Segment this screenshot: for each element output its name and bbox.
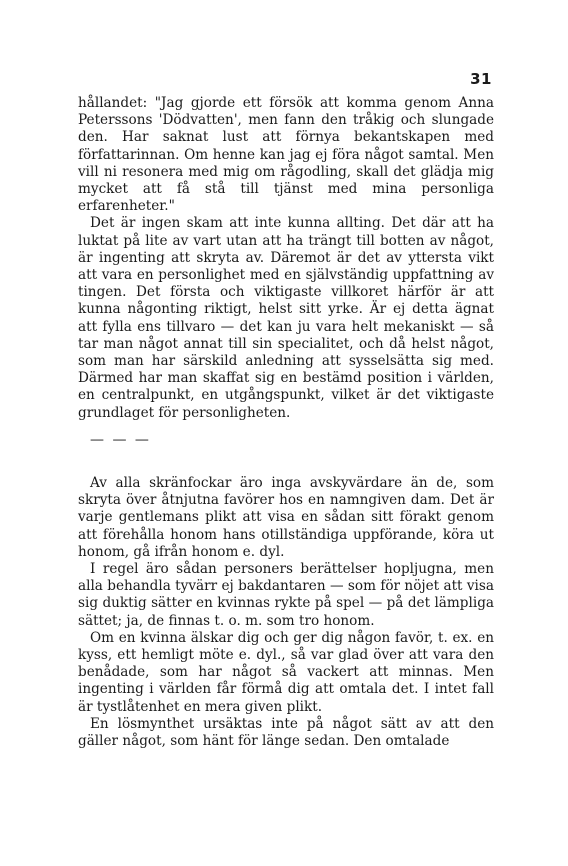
paragraph: Det är ingen skam att inte kunna allting. Det där att ha luktat på lite av vart utan att ha trängt till botten av något, är ingenting att skryta av. Däremot är det av yttersta vikt att vara en personlighet med en självständig uppfattning av tingen. Det första och viktigaste villkoret härför är att kunna någonting riktigt, helst sitt yrke. Är ej detta ägnat att fylla ens tillvaro — det kan ju vara helt mekaniskt — så tar man något annat till sin specialitet, och då helst något, som man har särskild anledning att sysselsätta sig med. Därmed har man skaffat sig en bestämd position i världen, en centralpunkt, en utgångspunkt, vilket är det viktigaste grundlaget för personligheten. <box>78 215 494 421</box>
paragraph: En lösmynthet ursäktas inte på något sätt av att den gäller något, som hänt för länge sedan. Den omtalade <box>78 715 494 750</box>
paragraph: Om en kvinna älskar dig och ger dig någon favör, t. ex. en kyss, ett hemligt möte e. dyl., så var glad över att vara den benådade, som har något så vackert att minnas. Men ingenting i världen får förmå dig att omtala det. I intet fall är tystlåtenhet en mera given plikt. <box>78 629 494 715</box>
page-number: 31 <box>470 70 492 88</box>
section-2-body <box>78 475 494 750</box>
section-1-body <box>78 95 494 422</box>
paragraph: I regel äro sådan personers berättelser hopljugna, men alla behandla tyvärr ej bakdantaren — som för nöjet att visa sig duktig sätter en kvinnas rykte på spel — på det lämpliga sättet; ja, de finnas t. o. m. som tro honom. <box>78 561 494 629</box>
section-separator: — — — <box>90 432 151 448</box>
paragraph: Av alla skränfockar äro inga avskyvärdare än de, som skryta över åtnjutna favörer hos en namngiven dam. Det är varje gentlemans plikt att visa en sådan sitt förakt genom att förehålla honom hans otillständiga uppförande, köra ut honom, gå ifrån honom e. dyl. <box>78 475 494 560</box>
paragraph: hållandet: "Jag gjorde ett försök att komma genom Anna Peterssons 'Dödvatten', men fann den tråkig och slungade den. Har saknat lust att förnya bekantskapen med författarinnan. Om henne kan jag ej föra något samtal. Men vill ni resonera med mig om rågodling, skall det glädja mig mycket att få stå till tjänst med mina personliga erfarenheter." <box>78 95 494 215</box>
